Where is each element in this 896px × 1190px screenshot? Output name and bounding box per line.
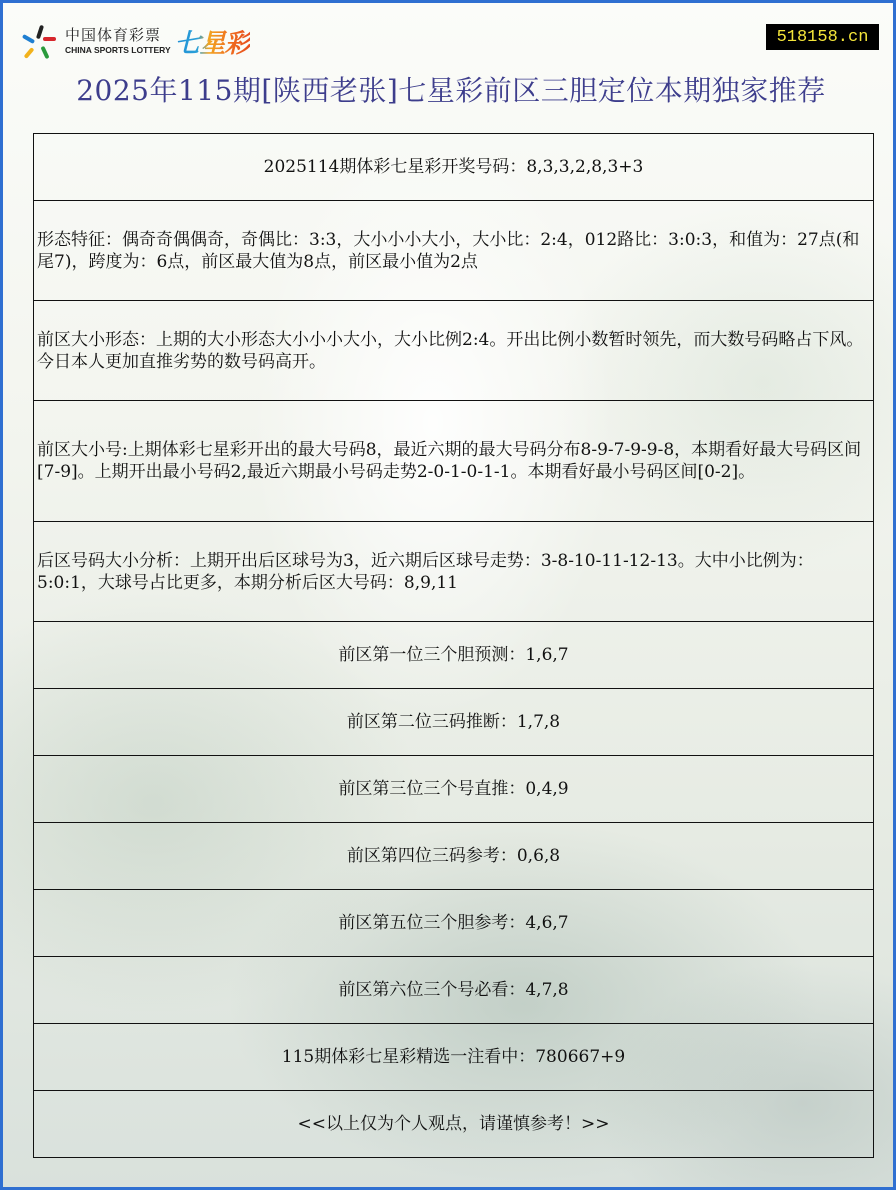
front-size-pattern: 前区大小形态：上期的大小形态大小小小大小，大小比例2:4。开出比例小数暂时领先，而大数号码略占下风。今日本人更加直推劣势的数号码高开。 bbox=[34, 301, 874, 401]
pattern-features: 形态特征：偶奇奇偶偶奇，奇偶比：3:3，大小小小大小，大小比：2:4，012路比：3:0:3，和值为：27点(和尾7)，跨度为：6点，前区最大值为8点，前区最小值为2点 bbox=[34, 201, 874, 301]
front-size-numbers: 前区大小号:上期体彩七星彩开出的最大号码8，最近六期的最大号码分布8-9-7-9-9-8，本期看好最大号码区间[7-9]。上期开出最小号码2,最近六期最小号码走势2-0-1-0-1-1。本期看好最小号码区间[0-2]。 bbox=[34, 401, 874, 522]
table-row bbox=[34, 823, 874, 890]
table-row bbox=[34, 134, 874, 201]
position-6-prediction: 前区第六位三个号必看：4,7,8 bbox=[34, 957, 874, 1024]
disclaimer: <<以上仅为个人观点，请谨慎参考！>> bbox=[34, 1091, 874, 1158]
table-row bbox=[34, 301, 874, 401]
table-row bbox=[34, 401, 874, 522]
selected-pick: 115期体彩七星彩精选一注看中：780667+9 bbox=[34, 1024, 874, 1091]
table-row bbox=[34, 756, 874, 823]
table-row bbox=[34, 1091, 874, 1158]
position-3-prediction: 前区第三位三个号直推：0,4,9 bbox=[34, 756, 874, 823]
position-5-prediction: 前区第五位三个胆参考：4,6,7 bbox=[34, 890, 874, 957]
position-2-prediction: 前区第二位三码推断：1,7,8 bbox=[34, 689, 874, 756]
table-row bbox=[34, 890, 874, 957]
logo-en-text: CHINA SPORTS LOTTERY bbox=[65, 44, 171, 55]
table-row bbox=[34, 957, 874, 1024]
header bbox=[3, 3, 896, 63]
site-domain-badge[interactable]: 518158.cn bbox=[766, 24, 879, 50]
table-row bbox=[34, 201, 874, 301]
position-1-prediction: 前区第一位三个胆预测：1,6,7 bbox=[34, 622, 874, 689]
qixingcai-brand: 七星彩 bbox=[175, 23, 250, 60]
table-row bbox=[34, 522, 874, 622]
prediction-table bbox=[33, 133, 874, 1158]
lottery-star-icon bbox=[21, 23, 57, 59]
page-title: 2025年115期[陕西老张]七星彩前区三胆定位本期独家推荐 bbox=[76, 74, 826, 107]
position-4-prediction: 前区第四位三码参考：0,6,8 bbox=[34, 823, 874, 890]
table-row bbox=[34, 689, 874, 756]
logo-cn-text: 中国体育彩票 bbox=[65, 25, 162, 44]
last-draw-result: 2025114期体彩七星彩开奖号码：8,3,3,2,8,3+3 bbox=[34, 134, 874, 201]
table-row bbox=[34, 1024, 874, 1091]
table-row bbox=[34, 622, 874, 689]
china-sports-lottery-logo[interactable] bbox=[21, 21, 250, 61]
back-zone-analysis: 后区号码大小分析：上期开出后区球号为3，近六期后区球号走势：3-8-10-11-12-13。大中小比例为：5:0:1，大球号占比更多，本期分析后区大号码：8,9,11 bbox=[34, 522, 874, 622]
